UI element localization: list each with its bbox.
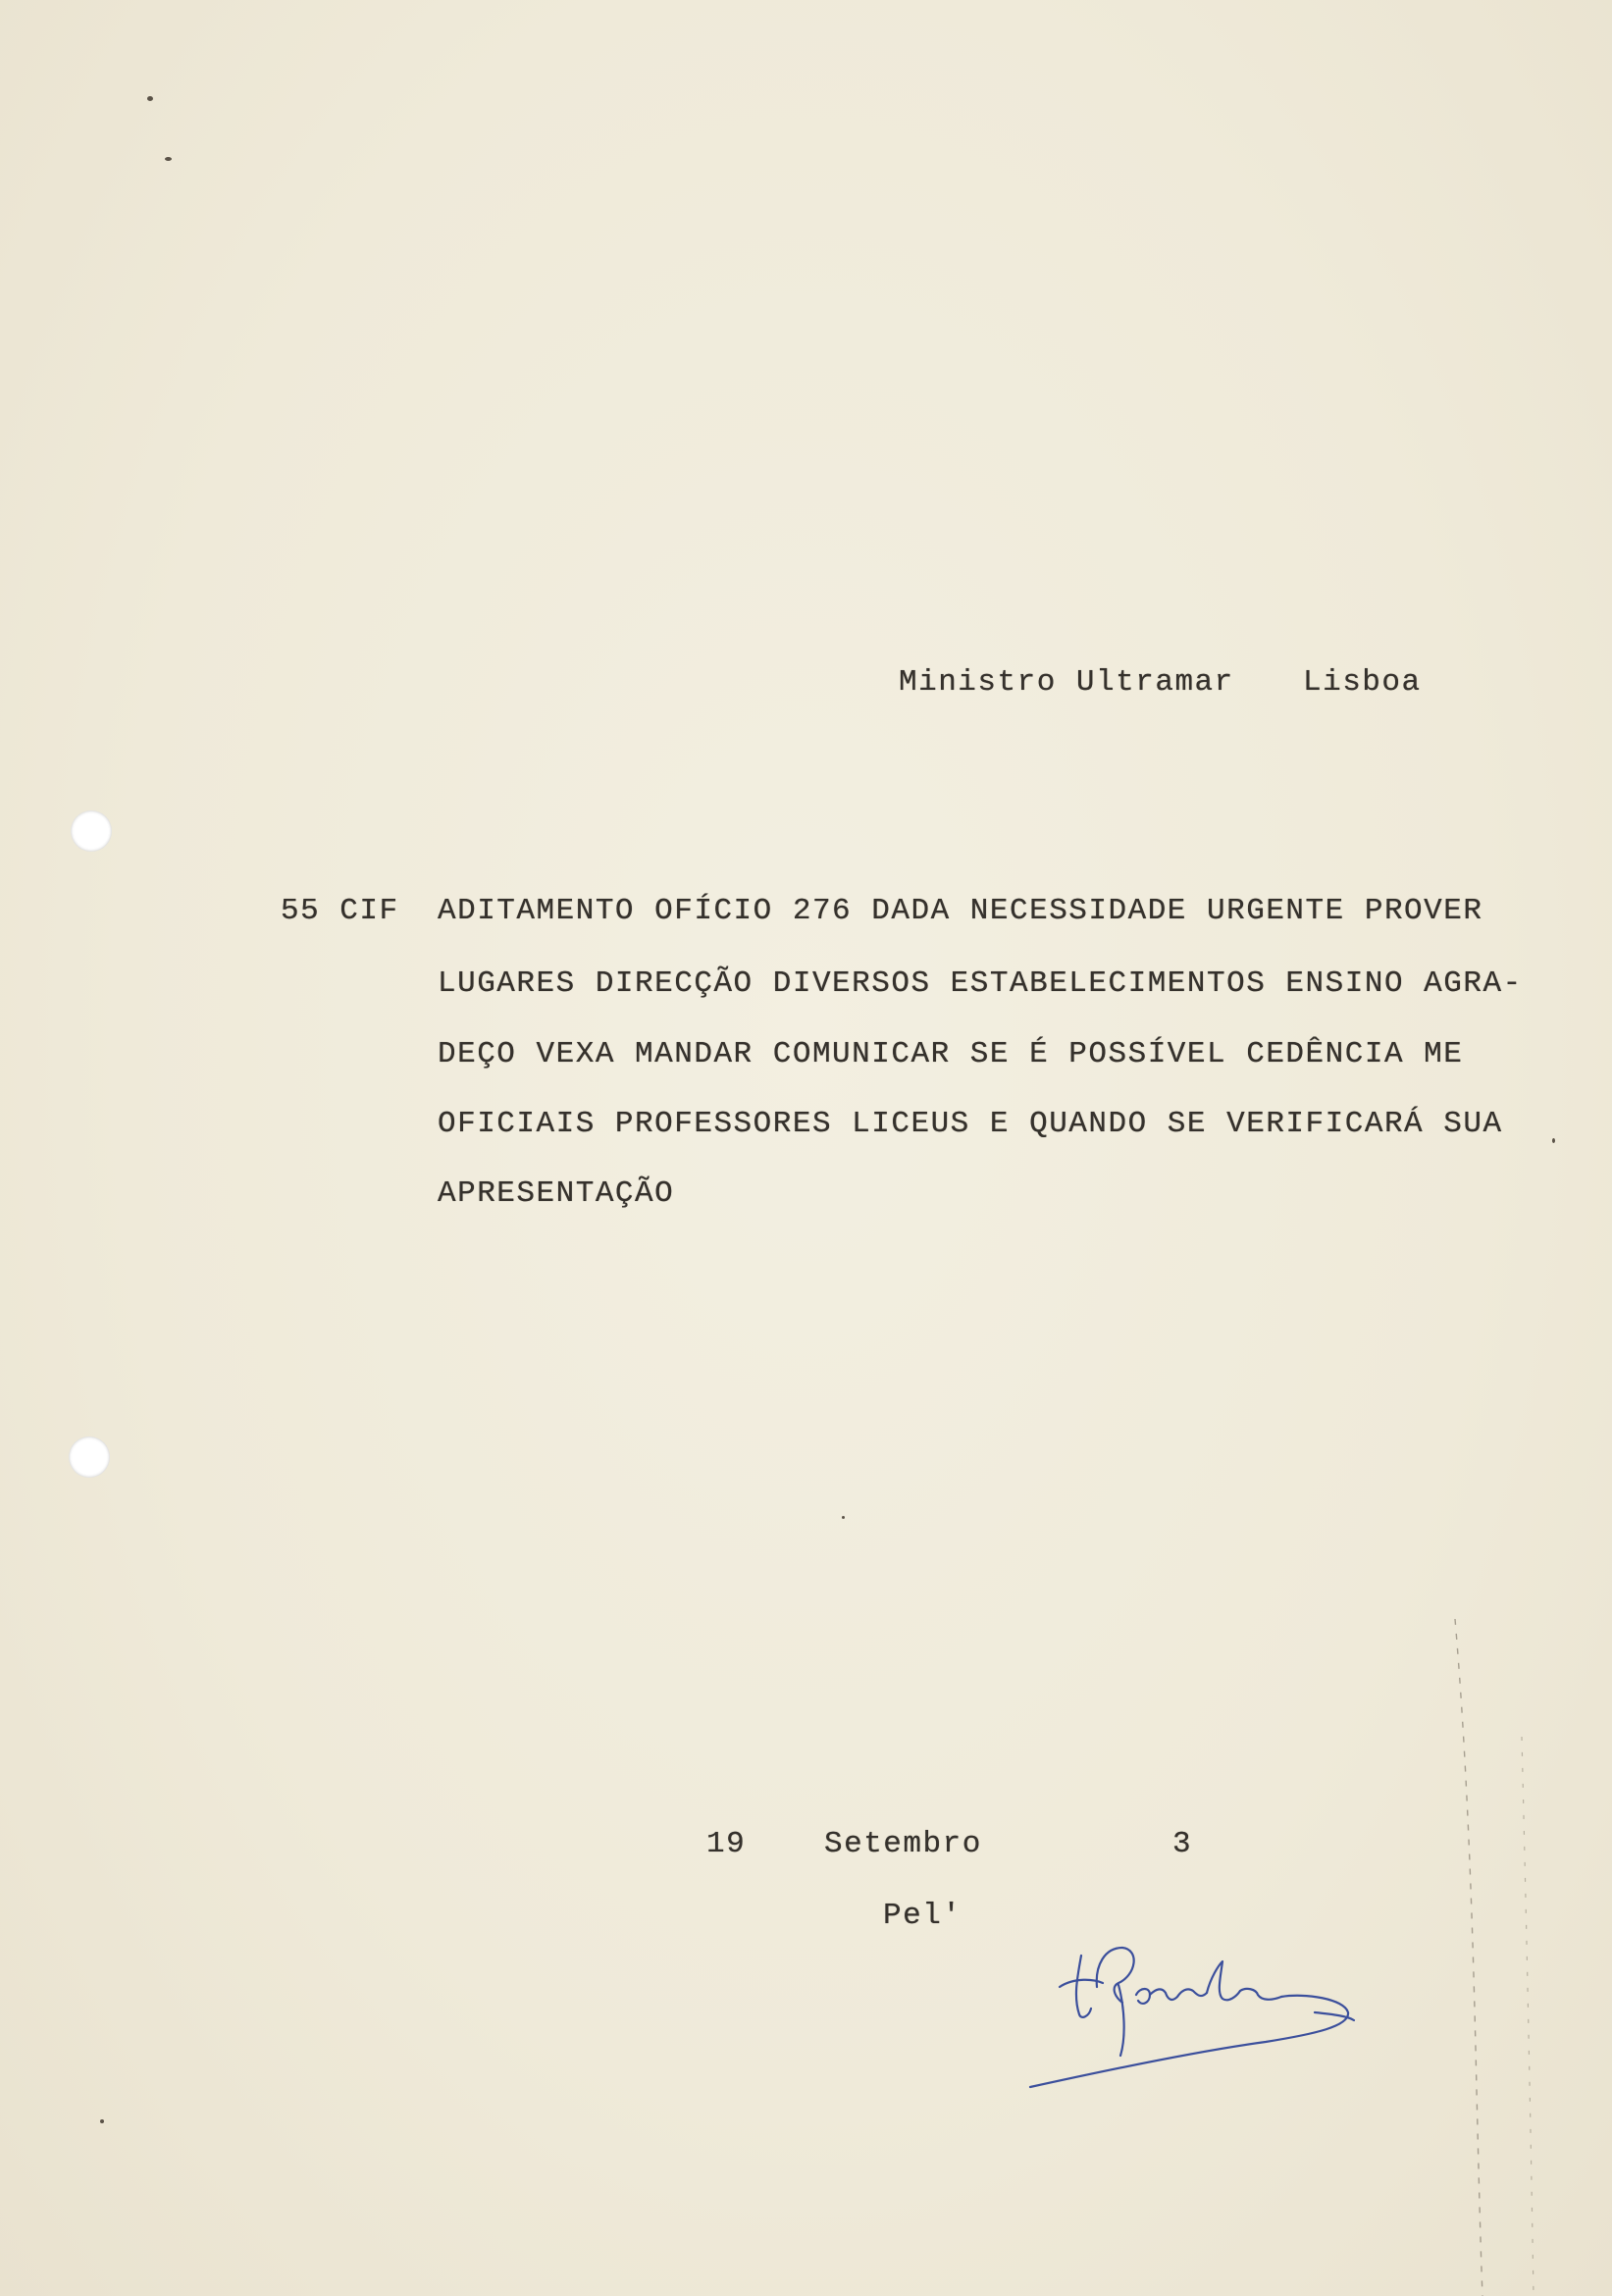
date-month: Setembro bbox=[824, 1827, 982, 1861]
paper-speck bbox=[1552, 1138, 1555, 1143]
handwritten-signature bbox=[1020, 1918, 1364, 2095]
paper-speck bbox=[165, 157, 172, 161]
message-line: OFICIAIS PROFESSORES LICEUS E QUANDO SE VERIFICARÁ SUA bbox=[438, 1107, 1503, 1141]
punch-hole bbox=[69, 1436, 110, 1478]
message-line: APRESENTAÇÃO bbox=[438, 1176, 675, 1211]
message-reference: 55 CIF bbox=[281, 894, 399, 928]
message-line: DEÇO VEXA MANDAR COMUNICAR SE É POSSÍVEL CEDÊNCIA ME bbox=[438, 1037, 1464, 1071]
paper-speck bbox=[842, 1516, 845, 1519]
paper-speck bbox=[100, 2119, 104, 2123]
date-year: 3 bbox=[1172, 1827, 1193, 1861]
date-day: 19 bbox=[706, 1827, 747, 1861]
paper-speck bbox=[147, 96, 153, 101]
message-line: ADITAMENTO OFÍCIO 276 DADA NECESSIDADE URGENTE PROVER bbox=[438, 894, 1483, 928]
recipient-city: Lisboa bbox=[1303, 665, 1422, 700]
recipient-name: Ministro Ultramar bbox=[899, 665, 1234, 700]
message-line: LUGARES DIRECÇÃO DIVERSOS ESTABELECIMENTOS ENSINO AGRA- bbox=[438, 966, 1523, 1001]
paper-fold-line bbox=[1416, 1619, 1612, 2296]
punch-hole bbox=[71, 810, 112, 852]
sign-off: Pel' bbox=[883, 1899, 962, 1933]
